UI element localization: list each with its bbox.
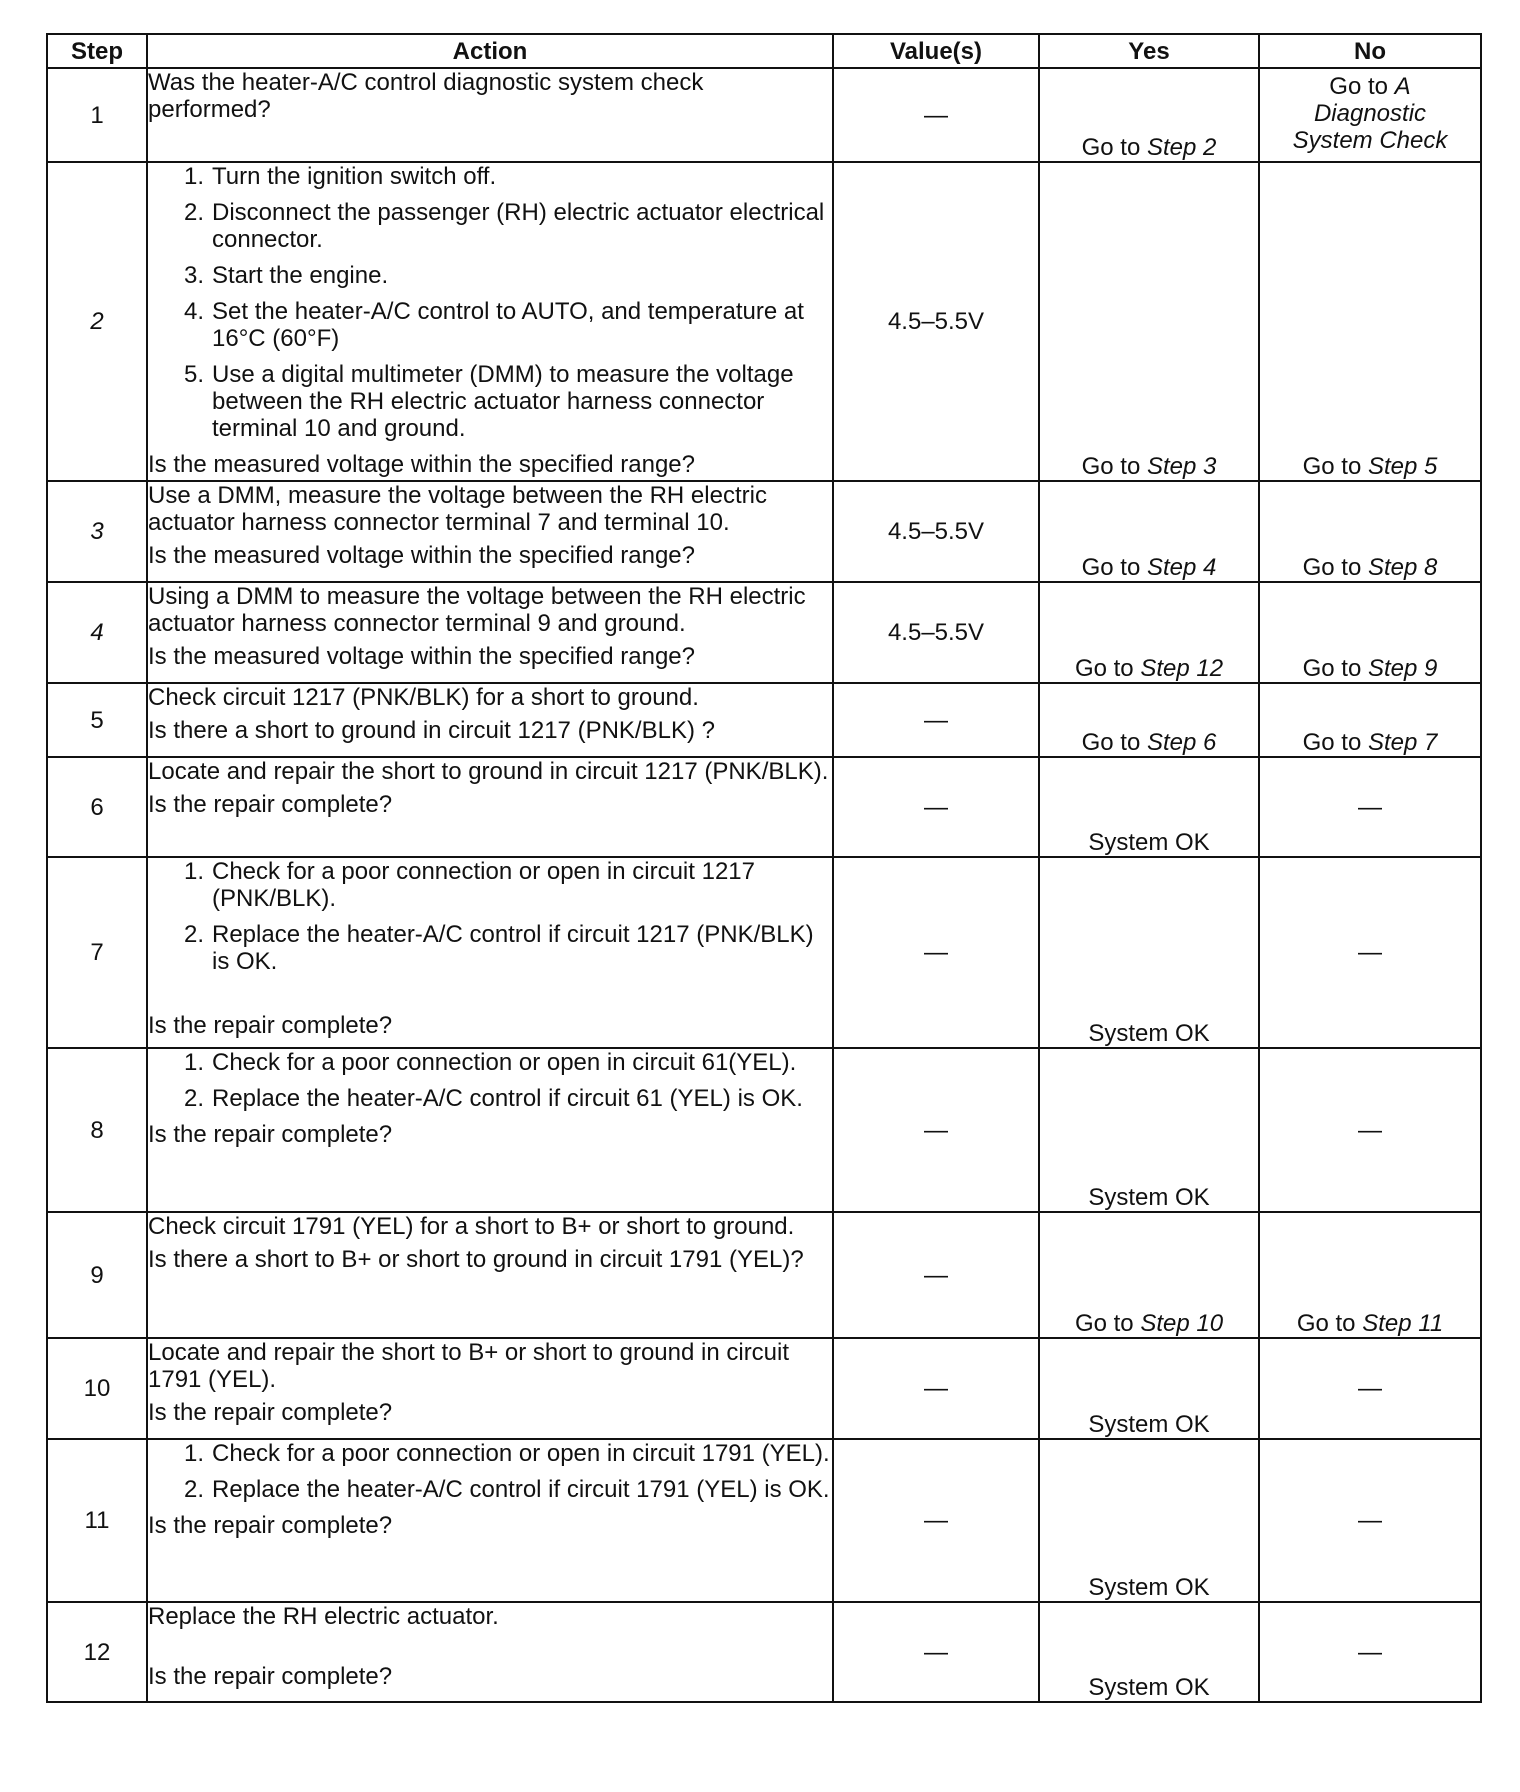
step-ref: 9 — [1424, 655, 1438, 682]
step-number: 5 — [47, 683, 147, 757]
step-label: Step — [1146, 134, 1197, 161]
no-cell: — — [1259, 757, 1481, 857]
step-ref: 12 — [1196, 655, 1224, 682]
goto-label: Go to — [1081, 729, 1141, 756]
no-cell: — — [1259, 1602, 1481, 1702]
table-row — [47, 68, 1481, 162]
action-text: Was the heater-A/C control diagnostic system check performed? — [148, 69, 704, 123]
action-cell — [147, 757, 833, 857]
header-row — [47, 34, 1481, 68]
question-text: Is there a short to ground in circuit 1217 (PNK/BLK) ? — [148, 717, 715, 744]
table-row — [47, 481, 1481, 582]
list-item: 3. Start the engine. — [183, 262, 389, 289]
table-row — [47, 1602, 1481, 1702]
step-number: 6 — [47, 757, 147, 857]
no-cell — [1259, 1212, 1481, 1338]
action-cell — [147, 1602, 833, 1702]
yes-cell: System OK — [1039, 1338, 1259, 1439]
step-ref: 3 — [1203, 453, 1217, 480]
value-cell: 4.5–5.5V — [833, 582, 1039, 683]
procedure-ref-line: System Check — [1292, 127, 1448, 154]
list-item: 2. Replace the heater-A/C control if circuit 1217 (PNK/BLK) is OK. — [183, 921, 814, 975]
action-cell — [147, 1439, 833, 1602]
value-cell: — — [833, 1212, 1039, 1338]
action-list — [148, 858, 832, 975]
goto-label: Go to — [1074, 1310, 1134, 1337]
action-cell — [147, 68, 833, 162]
step-number: 2 — [47, 162, 147, 481]
question-text: Is the repair complete? — [148, 791, 393, 818]
step-label: Step — [1140, 655, 1190, 682]
action-cell — [147, 1048, 833, 1212]
step-number: 10 — [47, 1338, 147, 1439]
list-item: 2. Replace the heater-A/C control if circuit 61 (YEL) is OK. — [183, 1085, 803, 1112]
header-no: No — [1259, 34, 1481, 68]
question-text: Is the repair complete? — [148, 1663, 393, 1690]
no-cell — [1259, 683, 1481, 757]
question-text: Is the repair complete? — [148, 1121, 393, 1148]
no-cell: — — [1259, 1048, 1481, 1212]
table-row — [47, 1048, 1481, 1212]
value-cell: 4.5–5.5V — [833, 481, 1039, 582]
step-label: Step — [1367, 729, 1418, 756]
table-row — [47, 857, 1481, 1048]
list-item: 1. Check for a poor connection or open in circuit 1217 (PNK/BLK). — [183, 858, 755, 912]
yes-cell — [1039, 582, 1259, 683]
step-number: 3 — [47, 481, 147, 582]
list-item: 5. Use a digital multimeter (DMM) to measure the voltage between the RH electric actuator harness connector terminal 10 and ground. — [183, 361, 794, 442]
step-ref: 4 — [1203, 554, 1217, 581]
no-cell: — — [1259, 1439, 1481, 1602]
list-item: 1. Check for a poor connection or open in circuit 61(YEL). — [183, 1049, 797, 1076]
step-ref: 6 — [1203, 729, 1217, 756]
question-text: Is the repair complete? — [148, 1012, 393, 1039]
value-cell: — — [833, 1048, 1039, 1212]
no-cell — [1259, 68, 1481, 162]
action-cell — [147, 683, 833, 757]
step-number: 11 — [47, 1439, 147, 1602]
action-text: Using a DMM to measure the voltage between the RH electric actuator harness connector terminal 9 and ground. — [148, 583, 806, 637]
step-ref: 5 — [1424, 453, 1438, 480]
diagnostic-table — [46, 33, 1482, 1703]
yes-cell: System OK — [1039, 757, 1259, 857]
table-row — [47, 1212, 1481, 1338]
goto-label: Go to — [1302, 655, 1362, 682]
no-cell: — — [1259, 857, 1481, 1048]
yes-cell — [1039, 481, 1259, 582]
table-row — [47, 1439, 1481, 1602]
no-cell — [1259, 481, 1481, 582]
goto-label: Go to — [1081, 453, 1141, 480]
action-text: Locate and repair the short to ground in circuit 1217 (PNK/BLK). — [148, 758, 829, 785]
goto-label: Go to — [1302, 453, 1362, 480]
question-text: Is the repair complete? — [148, 1399, 393, 1426]
step-label: Step — [1362, 1310, 1412, 1337]
question-text: Is there a short to B+ or short to ground in circuit 1791 (YEL)? — [148, 1246, 804, 1273]
action-cell — [147, 481, 833, 582]
yes-cell — [1039, 162, 1259, 481]
goto-label: Go to — [1302, 554, 1362, 581]
action-list — [148, 163, 832, 442]
step-label: Step — [1140, 1310, 1190, 1337]
table-row — [47, 1338, 1481, 1439]
goto-label: Go to — [1074, 655, 1134, 682]
yes-cell — [1039, 1212, 1259, 1338]
step-number: 7 — [47, 857, 147, 1048]
yes-cell: System OK — [1039, 1439, 1259, 1602]
step-number: 12 — [47, 1602, 147, 1702]
header-values: Value(s) — [833, 34, 1039, 68]
value-cell: — — [833, 683, 1039, 757]
step-number: 8 — [47, 1048, 147, 1212]
step-label: Step — [1367, 453, 1418, 480]
goto-label: Go to — [1296, 1310, 1356, 1337]
goto-label: Go to — [1081, 134, 1141, 161]
question-text: Is the measured voltage within the specified range? — [148, 542, 695, 569]
procedure-ref-letter: A — [1394, 73, 1411, 100]
step-number: 1 — [47, 68, 147, 162]
no-cell — [1259, 162, 1481, 481]
no-cell — [1259, 582, 1481, 683]
action-list — [148, 1440, 832, 1503]
header-step: Step — [47, 34, 147, 68]
list-item: 2. Replace the heater-A/C control if circuit 1791 (YEL) is OK. — [183, 1476, 830, 1503]
yes-cell: System OK — [1039, 857, 1259, 1048]
list-item: 4. Set the heater-A/C control to AUTO, and temperature at 16°C (60°F) — [183, 298, 804, 352]
table-row — [47, 162, 1481, 481]
yes-cell: System OK — [1039, 1602, 1259, 1702]
step-label: Step — [1146, 729, 1197, 756]
header-yes: Yes — [1039, 34, 1259, 68]
value-cell: — — [833, 68, 1039, 162]
yes-cell: System OK — [1039, 1048, 1259, 1212]
table-row — [47, 683, 1481, 757]
list-item: 2. Disconnect the passenger (RH) electric actuator electrical connector. — [183, 199, 825, 253]
step-label: Step — [1367, 554, 1418, 581]
value-cell: — — [833, 1602, 1039, 1702]
step-label: Step — [1367, 655, 1418, 682]
header-action: Action — [147, 34, 833, 68]
step-number: 9 — [47, 1212, 147, 1338]
step-label: Step — [1146, 453, 1197, 480]
action-cell — [147, 1338, 833, 1439]
action-cell — [147, 1212, 833, 1338]
action-cell — [147, 857, 833, 1048]
question-text: Is the repair complete? — [148, 1512, 393, 1539]
no-cell: — — [1259, 1338, 1481, 1439]
step-label: Step — [1146, 554, 1197, 581]
value-cell: — — [833, 857, 1039, 1048]
goto-label: Go to — [1329, 73, 1388, 100]
action-cell — [147, 162, 833, 481]
value-cell: 4.5–5.5V — [833, 162, 1039, 481]
action-text: Check circuit 1791 (YEL) for a short to B+ or short to ground. — [148, 1213, 795, 1240]
step-ref: 10 — [1196, 1310, 1224, 1337]
step-ref: 8 — [1424, 554, 1438, 581]
action-cell — [147, 582, 833, 683]
yes-cell — [1039, 68, 1259, 162]
action-text: Locate and repair the short to B+ or short to ground in circuit 1791 (YEL). — [148, 1339, 790, 1393]
goto-label: Go to — [1081, 554, 1141, 581]
table-row — [47, 582, 1481, 683]
goto-label: Go to — [1302, 729, 1362, 756]
step-ref: 11 — [1418, 1310, 1444, 1337]
procedure-ref-line: Diagnostic — [1313, 100, 1427, 127]
question-text: Is the measured voltage within the specified range? — [148, 451, 695, 478]
value-cell: — — [833, 1439, 1039, 1602]
action-list — [148, 1049, 832, 1112]
list-item: 1. Check for a poor connection or open in circuit 1791 (YEL). — [183, 1440, 830, 1467]
list-item: 1. Turn the ignition switch off. — [183, 163, 497, 190]
step-number: 4 — [47, 582, 147, 683]
step-ref: 7 — [1424, 729, 1438, 756]
yes-cell — [1039, 683, 1259, 757]
value-cell: — — [833, 757, 1039, 857]
action-text: Replace the RH electric actuator. — [148, 1603, 499, 1630]
action-text: Use a DMM, measure the voltage between the RH electric actuator harness connector terminal 7 and terminal 10. — [148, 482, 767, 536]
question-text: Is the measured voltage within the specified range? — [148, 643, 695, 670]
step-ref: 2 — [1203, 134, 1217, 161]
value-cell: — — [833, 1338, 1039, 1439]
action-text: Check circuit 1217 (PNK/BLK) for a short to ground. — [148, 684, 699, 711]
table-row — [47, 757, 1481, 857]
